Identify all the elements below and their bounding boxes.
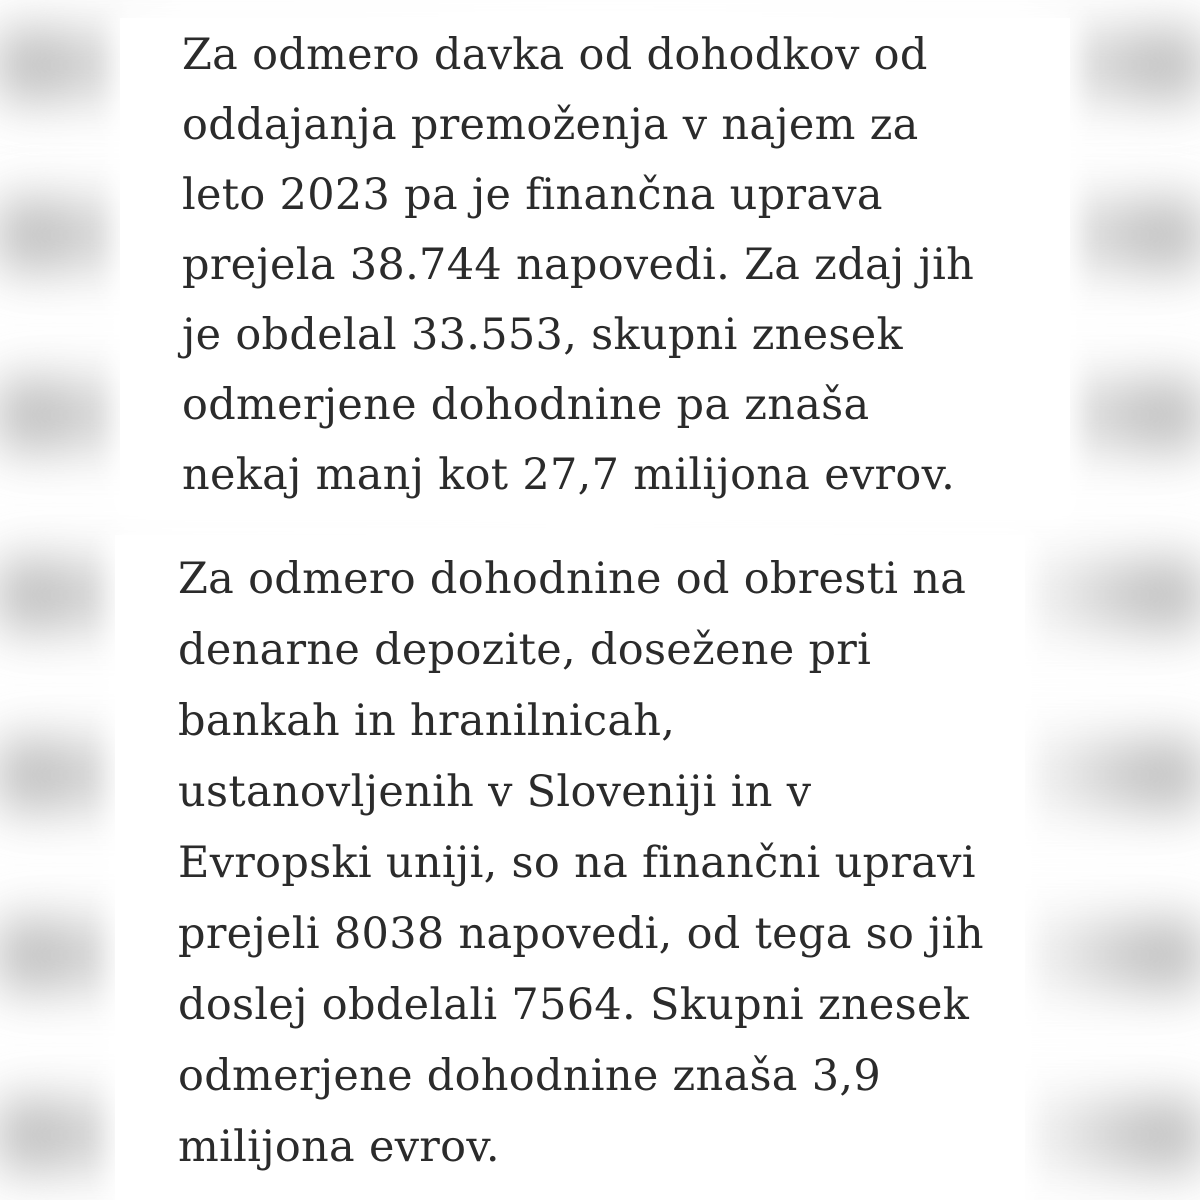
paragraph-line: odmerjene dohodnine pa znaša	[182, 380, 870, 430]
paragraph-line: denarne depozite, dosežene pri	[178, 625, 872, 675]
paragraph-line: leto 2023 pa je finančna uprava	[182, 170, 883, 220]
paragraph-line: odmerjene dohodnine znaša 3,9	[178, 1051, 881, 1101]
paragraph-line: milijona evrov.	[178, 1122, 500, 1172]
paragraph-line: je obdelal 33.553, skupni znesek	[182, 310, 903, 360]
text-card-rental-income	[120, 18, 1070, 514]
paragraph-line: doslej obdelali 7564. Skupni znesek	[178, 980, 970, 1030]
paragraph-line: Za odmero dohodnine od obresti na	[178, 554, 967, 604]
paragraph-line: nekaj manj kot 27,7 milijona evrov.	[182, 450, 956, 500]
paragraph-line: bankah in hranilnicah,	[178, 696, 676, 746]
paragraph-line: ustanovljenih v Sloveniji in v	[178, 767, 812, 817]
paragraph-line: Za odmero davka od dohodkov od	[182, 30, 928, 80]
paragraph-line: prejela 38.744 napovedi. Za zdaj jih	[182, 240, 975, 290]
paragraph-line: Evropski uniji, so na finančni upravi	[178, 838, 976, 888]
paragraph-line: oddajanja premoženja v najem za	[182, 100, 919, 150]
text-card-interest-income	[115, 535, 1025, 1200]
paragraph-line: prejeli 8038 napovedi, od tega so jih	[178, 909, 984, 959]
